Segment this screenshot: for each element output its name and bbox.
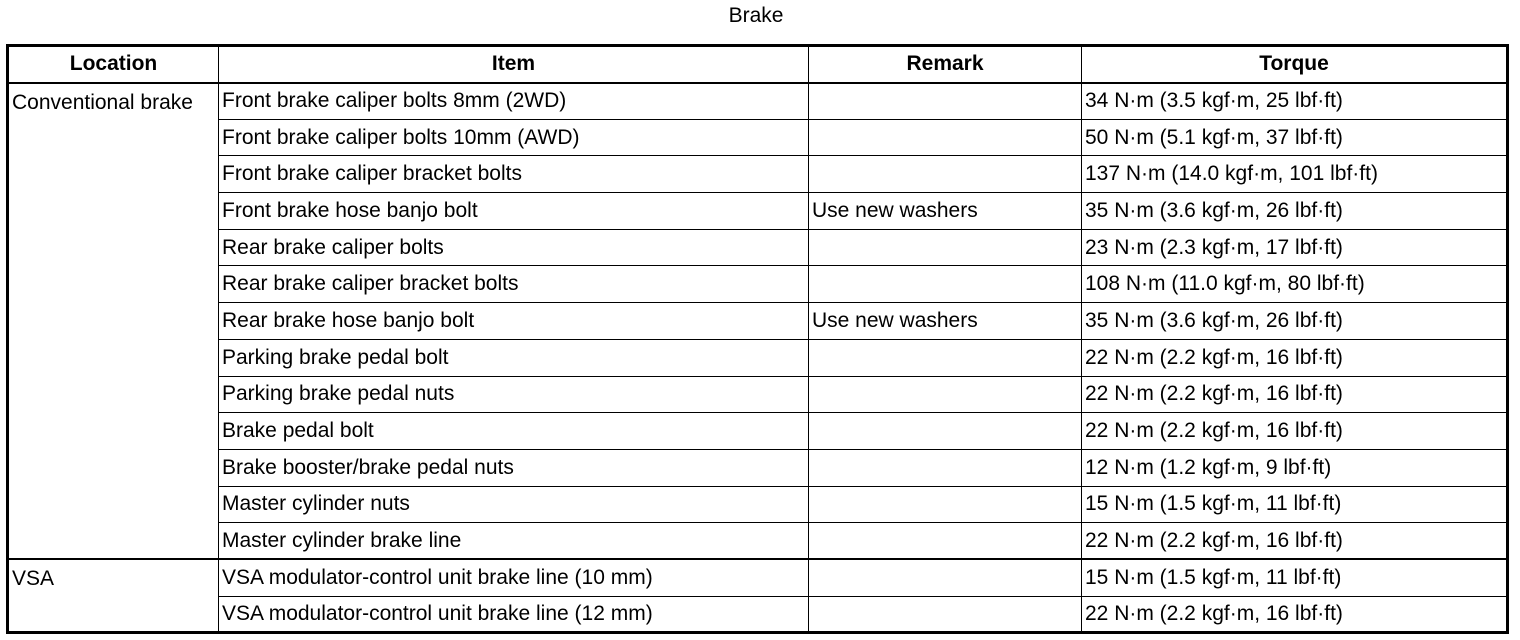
remark-cell — [809, 486, 1082, 523]
torque-cell: 22 N·m (2.2 kgf·m, 16 lbf·ft) — [1082, 523, 1508, 560]
remark-cell — [809, 156, 1082, 193]
item-cell: Brake pedal bolt — [219, 413, 809, 450]
item-cell: VSA modulator-control unit brake line (12 mm) — [219, 596, 809, 633]
table-row — [8, 559, 1508, 596]
torque-cell: 22 N·m (2.2 kgf·m, 16 lbf·ft) — [1082, 339, 1508, 376]
remark-cell — [809, 339, 1082, 376]
table-row — [8, 449, 1508, 486]
table-row — [8, 596, 1508, 633]
torque-cell: 22 N·m (2.2 kgf·m, 16 lbf·ft) — [1082, 376, 1508, 413]
header-location: Location — [8, 46, 219, 83]
table-row — [8, 229, 1508, 266]
item-cell: Master cylinder nuts — [219, 486, 809, 523]
table-row — [8, 376, 1508, 413]
item-cell: Master cylinder brake line — [219, 523, 809, 560]
header-row — [8, 46, 1508, 83]
item-cell: Front brake caliper bracket bolts — [219, 156, 809, 193]
torque-cell: 15 N·m (1.5 kgf·m, 11 lbf·ft) — [1082, 559, 1508, 596]
table-row — [8, 523, 1508, 560]
remark-cell — [809, 266, 1082, 303]
table-row — [8, 156, 1508, 193]
item-cell: Rear brake hose banjo bolt — [219, 303, 809, 340]
item-cell: Brake booster/brake pedal nuts — [219, 449, 809, 486]
item-cell: VSA modulator-control unit brake line (10 mm) — [219, 559, 809, 596]
item-cell: Rear brake caliper bolts — [219, 229, 809, 266]
remark-cell — [809, 523, 1082, 560]
remark-cell — [809, 119, 1082, 156]
torque-table — [6, 44, 1509, 634]
torque-cell: 35 N·m (3.6 kgf·m, 26 lbf·ft) — [1082, 193, 1508, 230]
item-cell: Front brake hose banjo bolt — [219, 193, 809, 230]
header-item: Item — [219, 46, 809, 83]
torque-cell: 12 N·m (1.2 kgf·m, 9 lbf·ft) — [1082, 449, 1508, 486]
table-row — [8, 339, 1508, 376]
table-row — [8, 266, 1508, 303]
table-row — [8, 119, 1508, 156]
torque-cell: 108 N·m (11.0 kgf·m, 80 lbf·ft) — [1082, 266, 1508, 303]
location-cell: VSA — [8, 559, 219, 632]
page-title: Brake — [728, 4, 784, 27]
header-remark: Remark — [809, 46, 1082, 83]
table-body — [8, 83, 1508, 633]
remark-cell — [809, 83, 1082, 120]
remark-cell: Use new washers — [809, 303, 1082, 340]
remark-cell — [809, 376, 1082, 413]
location-cell: Conventional brake — [8, 83, 219, 560]
torque-cell: 15 N·m (1.5 kgf·m, 11 lbf·ft) — [1082, 486, 1508, 523]
item-cell: Front brake caliper bolts 10mm (AWD) — [219, 119, 809, 156]
remark-cell — [809, 559, 1082, 596]
remark-cell: Use new washers — [809, 193, 1082, 230]
torque-cell: 34 N·m (3.5 kgf·m, 25 lbf·ft) — [1082, 83, 1508, 120]
item-cell: Parking brake pedal nuts — [219, 376, 809, 413]
remark-cell — [809, 596, 1082, 633]
torque-cell: 137 N·m (14.0 kgf·m, 101 lbf·ft) — [1082, 156, 1508, 193]
torque-cell: 23 N·m (2.3 kgf·m, 17 lbf·ft) — [1082, 229, 1508, 266]
table-row — [8, 83, 1508, 120]
item-cell: Rear brake caliper bracket bolts — [219, 266, 809, 303]
remark-cell — [809, 413, 1082, 450]
table-row — [8, 413, 1508, 450]
table-row — [8, 303, 1508, 340]
remark-cell — [809, 449, 1082, 486]
remark-cell — [809, 229, 1082, 266]
table-row — [8, 486, 1508, 523]
header-torque: Torque — [1082, 46, 1508, 83]
torque-cell: 22 N·m (2.2 kgf·m, 16 lbf·ft) — [1082, 413, 1508, 450]
item-cell: Front brake caliper bolts 8mm (2WD) — [219, 83, 809, 120]
table-row — [8, 193, 1508, 230]
torque-cell: 35 N·m (3.6 kgf·m, 26 lbf·ft) — [1082, 303, 1508, 340]
torque-cell: 22 N·m (2.2 kgf·m, 16 lbf·ft) — [1082, 596, 1508, 633]
torque-cell: 50 N·m (5.1 kgf·m, 37 lbf·ft) — [1082, 119, 1508, 156]
item-cell: Parking brake pedal bolt — [219, 339, 809, 376]
